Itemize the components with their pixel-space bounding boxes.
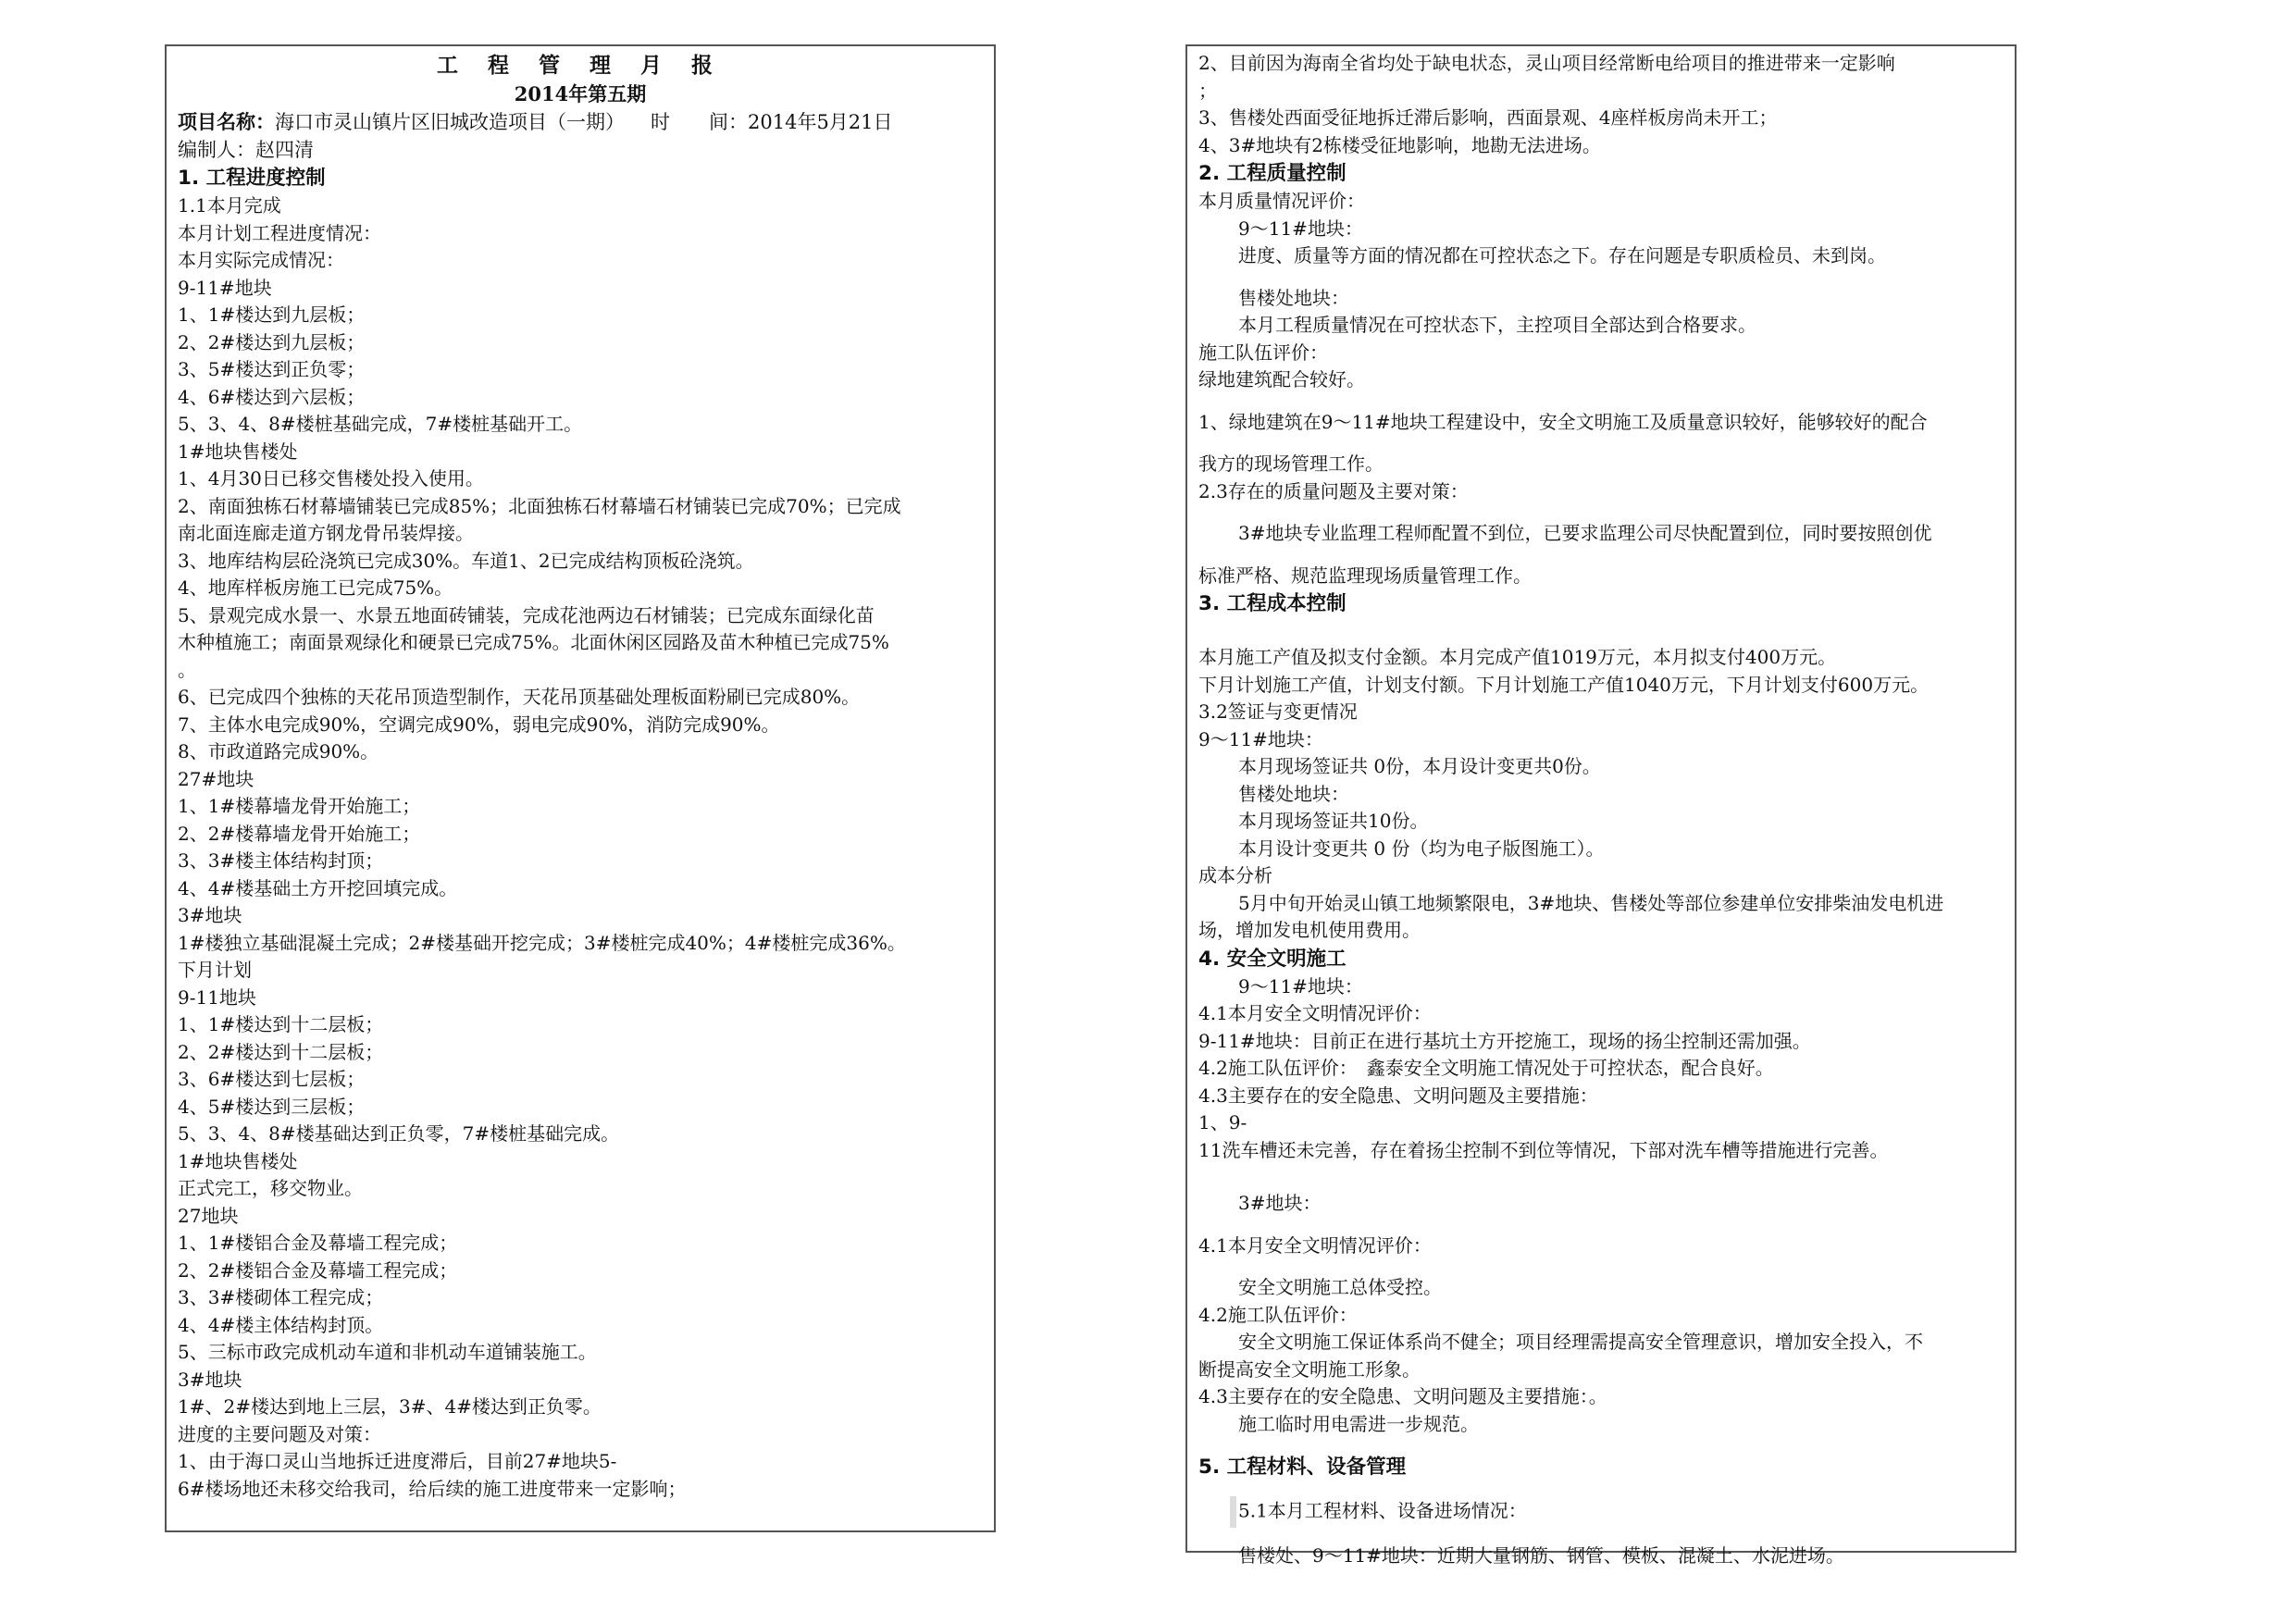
text-line: 下月计划施工产值，计划支付额。下月计划施工产值1040万元，下月计划支付600万元。 [1198, 673, 1930, 696]
text-line: 5、3、4、8#楼桩基础完成，7#楼桩基础开工。 [178, 413, 583, 435]
text-line: 1#、2#楼达到地上三层，3#、4#楼达到正负零。 [178, 1395, 602, 1418]
text-line: 4、6#楼达到六层板； [178, 385, 366, 408]
project-label: 项目名称： [178, 110, 275, 133]
text-line: 11洗车槽还未完善，存在着扬尘控制不到位等情况，下部对洗车槽等措施进行完善。 [1198, 1138, 1889, 1161]
project-line [178, 108, 983, 137]
text-line: 本月现场签证共10份。 [1238, 810, 1429, 832]
time-value: 2014年5月21日 [748, 111, 893, 133]
text-line: 2、南面独栋石材幕墙铺装已完成85%；北面独栋石材幕墙石材铺装已完成70%；已完成 [178, 494, 901, 517]
text-line: 3.2签证与变更情况 [1198, 700, 1358, 723]
text-line: 3、售楼处西面受征地拆迁滞后影响，西面景观、4座样板房尚未开工； [1198, 106, 1778, 129]
text-line: 6#楼场地还未移交给我司，给后续的施工进度带来一定影响； [178, 1477, 687, 1500]
text-line: 3、5#楼达到正负零； [178, 358, 366, 380]
text-line: 7、主体水电完成90%，空调完成90%，弱电完成90%，消防完成90%。 [178, 712, 780, 736]
text-line: 断提高安全文明施工形象。 [1198, 1357, 1421, 1381]
text-line: 3、6#楼达到七层板； [178, 1068, 366, 1090]
text-line: 我方的现场管理工作。 [1198, 452, 1384, 475]
section-heading: 1. 工程进度控制 [178, 167, 326, 190]
text-line: 绿地建筑配合较好。 [1198, 368, 1365, 390]
text-line: 4、3#地块有2栋楼受征地影响，地勘无法进场。 [1198, 133, 1601, 156]
text-line: 4.1本月安全文明情况评价： [1198, 1002, 1432, 1024]
text-line: 售楼处、9～11#地块：近期大量钢筋、钢管、模板、混凝土、水泥进场。 [1238, 1544, 1844, 1567]
text-line: 5、3、4、8#楼基础达到正负零，7#楼桩基础完成。 [178, 1122, 620, 1145]
text-line: 3#地块： [1238, 1192, 1322, 1214]
text-line: 1、9- [1198, 1111, 1247, 1134]
text-line: 进度、质量等方面的情况都在可控状态之下。存在问题是专职质检员、未到岗。 [1238, 244, 1886, 266]
text-line: 4.1本月安全文明情况评价： [1198, 1233, 1432, 1257]
text-line: 。 [178, 658, 196, 681]
text-line: 3#地块 [178, 904, 242, 926]
text-line: 2、2#楼达到九层板； [178, 330, 366, 353]
text-line: 3#地块专业监理工程师配置不到位，已要求监理公司尽快配置到位，同时要按照创优 [1238, 522, 1932, 544]
text-line: 3、3#楼砌体工程完成； [178, 1286, 384, 1308]
text-line: 本月实际完成情况： [178, 249, 344, 271]
text-line: 5月中旬开始灵山镇工地频繁限电，3#地块、售楼处等部位参建单位安排柴油发电机进 [1238, 891, 1944, 914]
text-line: 4.3主要存在的安全隐患、文明问题及主要措施： [1198, 1084, 1598, 1107]
text-line: 正式完工，移交物业。 [178, 1177, 363, 1199]
text-line: 安全文明施工总体受控。 [1238, 1276, 1442, 1298]
text-line: 本月工程质量情况在可控状态下，主控项目全部达到合格要求。 [1238, 314, 1756, 336]
text-line: 本月计划工程进度情况： [178, 221, 381, 244]
text-line: 1#地块售楼处 [178, 1149, 298, 1172]
text-line: 27地块 [178, 1204, 239, 1227]
left-body [178, 164, 983, 1503]
left-page [165, 44, 996, 1532]
right-page [1185, 44, 2017, 1567]
text-line: 2、2#楼达到十二层板； [178, 1040, 384, 1063]
text-line: 3、3#楼主体结构封顶； [178, 849, 384, 872]
text-line: 5.1本月工程材料、设备进场情况： [1198, 1496, 2004, 1528]
text-line: 9-11#地块 [178, 276, 272, 299]
text-line: 施工临时用电需进一步规范。 [1238, 1412, 1479, 1435]
text-line: 1.1本月完成 [178, 194, 281, 217]
report-title: 工 程 管 理 月 报 [436, 53, 725, 78]
text-line: 售楼处地块： [1238, 782, 1349, 805]
text-line: 5、景观完成水景一、水景五地面砖铺装，完成花池两边石材铺装；已完成东面绿化苗 [178, 603, 875, 626]
text-line: 8、市政道路完成90%。 [178, 740, 379, 762]
text-line: 9～11#地块： [1198, 727, 1323, 750]
text-line: 2、2#楼幕墙龙骨开始施工； [178, 822, 421, 845]
text-line: 2.3存在的质量问题及主要对策： [1198, 479, 1469, 502]
text-line: 1#地块售楼处 [178, 440, 298, 463]
section-heading: 4. 安全文明施工 [1198, 947, 1347, 971]
text-line: 安全文明施工保证体系尚不健全；项目经理需提高安全管理意识，增加安全投入，不 [1238, 1331, 1923, 1353]
text-line: 南北面连廊走道方钢龙骨吊装焊接。 [178, 522, 474, 544]
text-line: 售楼处地块： [1238, 286, 1349, 309]
time-label: 时 间： [651, 111, 748, 133]
text-line: 4、地库样板房施工已完成75%。 [178, 576, 453, 599]
text-line: 1、1#楼幕墙龙骨开始施工； [178, 795, 421, 817]
text-line: 4.2施工队伍评价： [1198, 1303, 1358, 1326]
text-line: 4、4#楼基础土方开挖回填完成。 [178, 876, 458, 899]
text-line: 1、1#楼达到九层板； [178, 304, 366, 326]
text-line: 木种植施工；南面景观绿化和硬景已完成75%。北面休闲区园路及苗木种植已完成75% [178, 631, 889, 653]
author-line: 编制人：赵四清 [178, 138, 314, 161]
text-line: 1、1#楼达到十二层板； [178, 1013, 384, 1035]
text-line: 施工队伍评价： [1198, 341, 1328, 364]
text-line: 3#地块 [178, 1368, 242, 1391]
text-line: 6、已完成四个独栋的天花吊顶造型制作，天花吊顶基础处理板面粉刷已完成80%。 [178, 686, 861, 708]
text-line: 1、1#楼铝合金及幕墙工程完成； [178, 1232, 458, 1254]
text-line: 本月质量情况评价： [1198, 190, 1365, 212]
text-line: 3、地库结构层砼浇筑已完成30%。车道1、2已完成结构顶板砼浇筑。 [178, 549, 754, 572]
text-line: 9-11地块 [178, 985, 256, 1009]
text-line: 标准严格、规范监理现场质量管理工作。 [1198, 564, 1532, 587]
text-line: 本月设计变更共 0 份（均为电子版图施工）。 [1238, 836, 1605, 860]
text-line: 4、4#楼主体结构封顶。 [178, 1313, 384, 1336]
text-line: 场，增加发电机使用费用。 [1198, 919, 1421, 941]
text-line: 1、绿地建筑在9～11#地块工程建设中，安全文明施工及质量意识较好，能够较好的配合 [1198, 410, 1928, 433]
section-heading: 5. 工程材料、设备管理 [1198, 1456, 1407, 1479]
right-body [1198, 50, 2004, 1570]
text-line: 9-11#地块：目前正在进行基坑土方开挖施工，现场的扬尘控制还需加强。 [1198, 1029, 1811, 1052]
text-line: 1、由于海口灵山当地拆迁进度滞后，目前27#地块5- [178, 1450, 617, 1472]
section-heading: 2. 工程质量控制 [1198, 162, 1347, 185]
project-name: 海口市灵山镇片区旧城改造项目（一期） [275, 111, 625, 133]
text-line: 本月施工产值及拟支付金额。本月完成产值1019万元，本月拟支付400万元。 [1198, 646, 1837, 668]
text-line: 1#楼独立基础混凝土完成；2#楼基础开挖完成；3#楼桩完成40%；4#楼桩完成36%。 [178, 931, 906, 954]
text-line: 2、目前因为海南全省均处于缺电状态，灵山项目经常断电给项目的推进带来一定影响 [1198, 52, 1895, 74]
text-line: 2、2#楼铝合金及幕墙工程完成； [178, 1258, 458, 1282]
text-line: 本月现场签证共 0份，本月设计变更共0份。 [1238, 755, 1601, 777]
section-heading: 3. 工程成本控制 [1198, 592, 1347, 615]
report-period: 2014年第五期 [514, 82, 647, 105]
text-line: 进度的主要问题及对策： [178, 1422, 381, 1445]
text-line: 9～11#地块： [1238, 974, 1363, 997]
text-line: 1、4月30日已移交售楼处投入使用。 [178, 467, 484, 489]
text-line: 成本分析 [1198, 864, 1272, 886]
text-line: 4.3主要存在的安全隐患、文明问题及主要措施：。 [1198, 1385, 1607, 1407]
text-line: 下月计划 [178, 959, 252, 981]
text-line: 5、三标市政完成机动车道和非机动车道铺装施工。 [178, 1341, 597, 1363]
text-line: 4.2施工队伍评价： 鑫泰安全文明施工情况处于可控状态，配合良好。 [1198, 1057, 1774, 1079]
text-line: 27#地块 [178, 767, 254, 790]
text-line: ； [1198, 79, 1217, 102]
margin-mark [1230, 1496, 1236, 1528]
text-line: 9～11#地块： [1238, 217, 1363, 240]
text-line: 4、5#楼达到三层板； [178, 1095, 366, 1118]
